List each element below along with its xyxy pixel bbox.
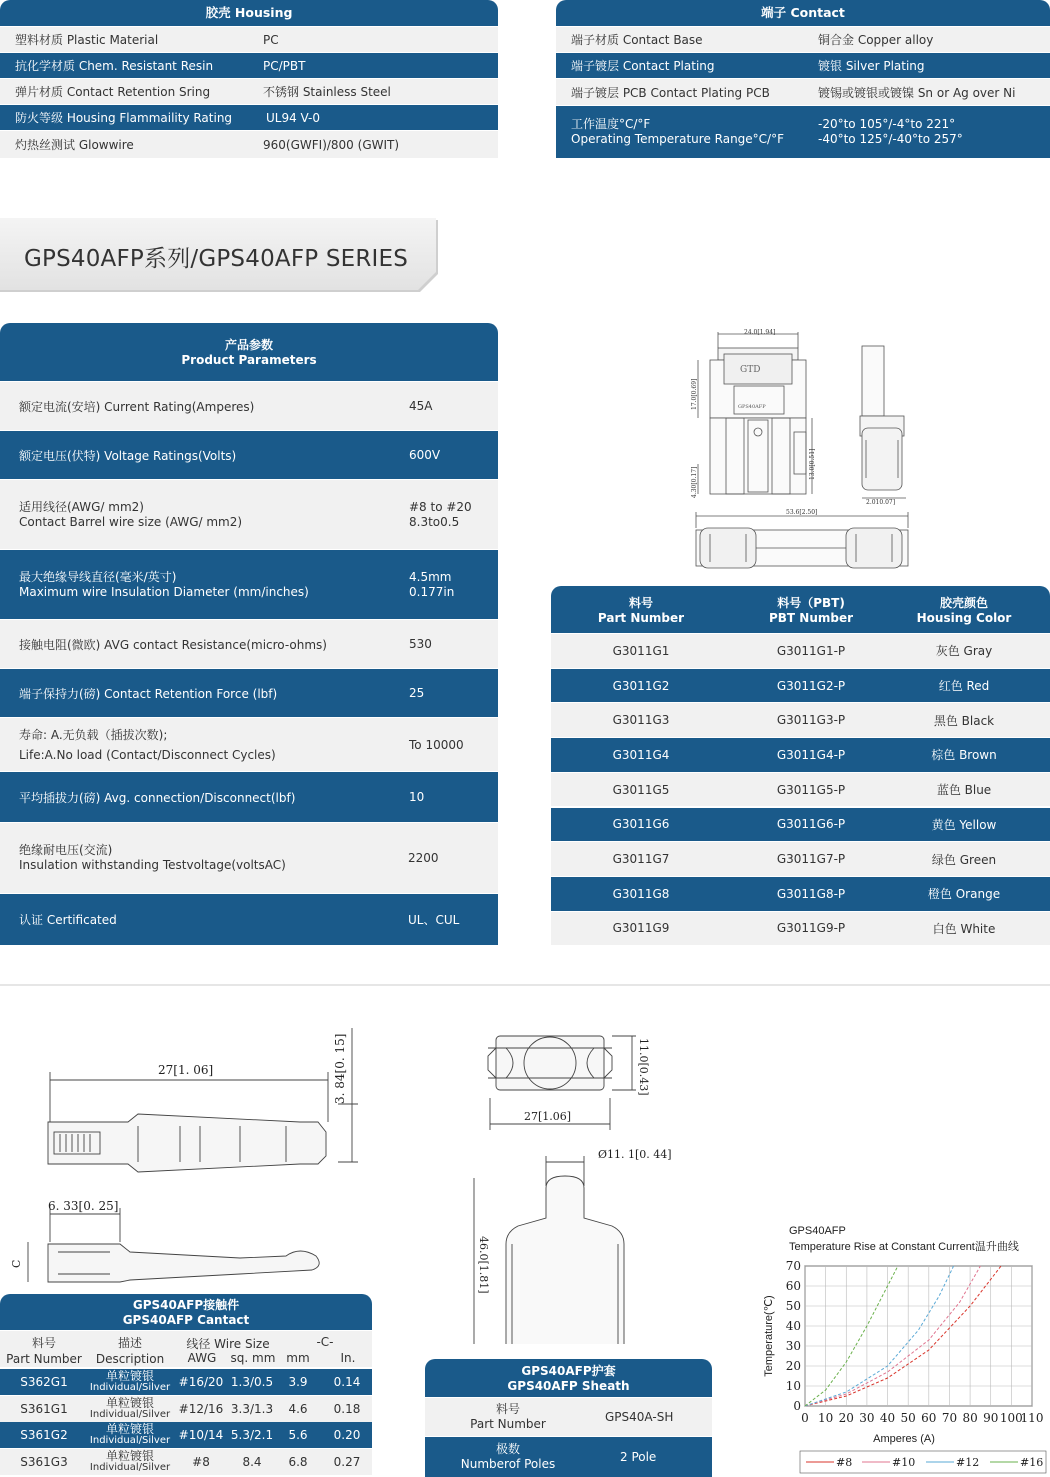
parts-housing-color: 绿色 Green: [931, 852, 997, 867]
chart-xtick-label: 60: [921, 1411, 937, 1425]
drawing-label: GPS40AFP: [738, 404, 766, 410]
dim-mid: 13.0[0.51]: [809, 448, 816, 480]
gcontact-part: S362G1: [20, 1375, 68, 1389]
temp-value-f: -40°to 125°/-40°to 257°: [818, 132, 963, 146]
table-row: [556, 53, 1050, 78]
parts-col-pbt: [756, 596, 866, 626]
gcontact-col-desc-cn: 描述: [117, 1336, 142, 1350]
gcontact-col-awg: AWG: [187, 1351, 217, 1365]
param-row: [0, 894, 498, 945]
gcontact-awg: #8: [192, 1454, 210, 1469]
param-label: 额定电压(伏特) Voltage Ratings(Volts): [19, 448, 237, 463]
parts-col-color-en: Housing Color: [916, 611, 1012, 625]
gcontact-desc-en: Individual/Silver: [89, 1382, 171, 1393]
dim-left2: 4.30[0.17]: [691, 466, 698, 498]
gcontact-desc-en: Individual/Silver: [89, 1461, 171, 1473]
chart-xtick-label: 20: [838, 1411, 854, 1425]
gcontact-awg: #10/14: [178, 1428, 224, 1442]
gcontact-sqmm: 8.4: [242, 1454, 262, 1469]
gcontact-sqmm: 1.3/0.5: [230, 1375, 274, 1389]
gsheath-row: [425, 1437, 712, 1477]
param-value-2: 8.3to0.5: [409, 514, 460, 529]
gcontact-desc: [84, 1370, 176, 1394]
chart-xlabel: Amperes (A): [873, 1433, 935, 1445]
table-row: [0, 131, 498, 158]
connector-drawing: [690, 328, 920, 574]
gcontact-mm: 4.6: [288, 1401, 308, 1416]
param-row: [0, 480, 498, 549]
parts-col-color: [909, 596, 1019, 626]
gcontact-col-in: In.: [340, 1351, 356, 1365]
gcontact-mm: 6.8: [288, 1454, 308, 1469]
param-value: To 10000: [409, 737, 464, 752]
series-banner: [0, 218, 442, 294]
chart-ytick-label: 20: [785, 1359, 801, 1373]
table-row: [0, 105, 498, 130]
params-table: [0, 323, 498, 945]
chart-ytick-label: 70: [785, 1259, 801, 1273]
gsheath-title-cn: GPS40AFP护套: [521, 1364, 616, 1378]
param-value: 10: [409, 790, 425, 804]
parts-pbt-number: G3011G6-P: [776, 817, 846, 832]
param-label-cn: 寿命: A.无负载（插拔次数);: [19, 727, 168, 742]
drawing-logo: GTD: [740, 365, 761, 375]
housing-label: 灼热丝测试 Glowwire: [15, 138, 134, 152]
gsheath-row: [425, 1398, 712, 1436]
gcontact-awg: #12/16: [178, 1401, 224, 1416]
gsheath-label-en: Numberof Poles: [460, 1457, 556, 1471]
gsheath-value: GPS40A-SH: [605, 1410, 674, 1424]
parts-table: [551, 586, 1050, 946]
chart-legend-label: #8: [836, 1456, 853, 1469]
housing-title: 胶壳 Housing: [0, 0, 498, 26]
chart-xtick-label: 50: [900, 1411, 916, 1425]
chart-ytick-label: 0: [793, 1399, 801, 1413]
parts-housing-color: 黑色 Black: [933, 713, 995, 728]
gcontact-awg: #16/20: [178, 1375, 224, 1389]
parts-housing-color: 橙色 Orange: [927, 887, 1001, 902]
gcontact-desc-en: Individual/Silver: [89, 1408, 171, 1420]
housing-label: 抗化学材质 Chem. Resistant Resin: [15, 59, 214, 73]
contact-drawing: [0, 1022, 372, 1290]
contact-title: 端子 Contact: [556, 0, 1050, 26]
param-row: [0, 431, 498, 479]
chart-xtick-label: 80: [962, 1411, 978, 1425]
parts-part-number: G3011G2: [612, 678, 670, 693]
parts-row: [551, 808, 1050, 842]
gcontact-header: [0, 1294, 372, 1330]
dim-total: 53.6[2.50]: [786, 509, 818, 516]
chart-ytick-label: 10: [785, 1379, 801, 1393]
gsheath-title-en: GPS40AFP Sheath: [507, 1379, 630, 1393]
param-label: 额定电流(安培) Current Rating(Amperes): [19, 399, 255, 414]
chart-ytick-label: 40: [785, 1319, 801, 1333]
gcontact-col-desc: [92, 1335, 168, 1367]
parts-housing-color: 棕色 Brown: [931, 748, 997, 763]
chart-xtick-label: 0: [801, 1411, 809, 1425]
param-label-cn: 绝缘耐电压(交流): [19, 843, 113, 857]
parts-part-number: G3011G3: [612, 713, 670, 728]
parts-col-color-cn: 胶壳颜色: [939, 596, 988, 610]
chart-legend-label: #16: [1020, 1456, 1044, 1469]
chart-ytick-label: 30: [785, 1339, 801, 1353]
temp-label: [571, 117, 784, 147]
table-row: [556, 106, 1050, 158]
dim-contact-tip: 6. 33[0. 25]: [48, 1199, 119, 1213]
parts-pbt-number: G3011G7-P: [776, 852, 846, 867]
param-label-en: Maximum wire Insulation Diameter (mm/inches): [19, 584, 309, 599]
params-title-cn: 产品参数: [224, 338, 273, 352]
parts-housing-color: 灰色 Gray: [935, 644, 993, 659]
housing-value: UL94 V-0: [266, 110, 321, 125]
gsheath-label-en: Part Number: [470, 1417, 546, 1431]
param-value-1: 4.5mm: [409, 569, 452, 584]
temp-label-en: Operating Temperature Range°C/°F: [571, 132, 784, 146]
param-value-1: #8 to #20: [409, 499, 472, 514]
parts-part-number: G3011G8: [612, 886, 670, 901]
dim-contact-c: C: [10, 1259, 23, 1268]
parts-col-part-cn: 料号: [628, 596, 653, 610]
gcontact-col-wire: 线径 Wire Size: [186, 1337, 270, 1351]
gcontact-col-part-cn: 料号: [31, 1336, 56, 1350]
gcontact-in: 0.18: [333, 1401, 361, 1416]
chart-plot-area: [805, 1266, 1032, 1406]
param-label: 接触电阻(微欧) AVG contact Resistance(micro-ohms): [19, 637, 327, 652]
parts-pbt-number: G3011G1-P: [776, 643, 846, 658]
parts-part-number: G3011G1: [612, 643, 670, 658]
contact-value: 镀锡或镀银或镀镍 Sn or Ag over Ni: [818, 85, 1016, 100]
parts-housing-color: 白色 White: [932, 921, 996, 936]
parts-part-number: G3011G6: [612, 817, 670, 832]
param-value: 600V: [409, 448, 441, 462]
table-row: [556, 27, 1050, 52]
parts-part-number: G3011G5: [612, 782, 670, 797]
gcontact-desc-cn: 单粒镀银: [105, 1395, 154, 1410]
dim-sheath-h: 11.0[0.43]: [637, 1038, 650, 1096]
gcontact-col-part-en: Part Number: [6, 1352, 82, 1366]
param-value: 25: [409, 686, 425, 700]
param-value: UL、CUL: [408, 913, 460, 927]
parts-col-part: [591, 596, 691, 626]
param-label-en: Life:A.No load (Contact/Disconnect Cycles): [19, 747, 276, 762]
gcontact-sqmm: 5.3/2.1: [230, 1428, 274, 1442]
contact-label: 端子镀层 Contact Plating: [571, 59, 715, 73]
parts-part-number: G3011G9: [612, 921, 670, 936]
parts-row: [551, 912, 1050, 946]
parts-col-part-en: Part Number: [597, 611, 685, 625]
parts-row: [551, 634, 1050, 668]
gcontact-desc: [84, 1450, 176, 1474]
dim-left1: 17.0[0.69]: [691, 378, 698, 410]
gcontact-table: [0, 1294, 372, 1477]
gcontact-desc-cn: 单粒镀银: [105, 1422, 154, 1436]
chart-xtick-label: 40: [879, 1411, 896, 1425]
param-label: 端子保持力(磅) Contact Retention Force (lbf): [19, 686, 278, 701]
param-value: [409, 500, 472, 530]
param-value: 45A: [409, 399, 433, 413]
parts-row: [551, 703, 1050, 737]
gcontact-title-cn: GPS40AFP接触件: [132, 1298, 240, 1312]
gcontact-desc-cn: 单粒镀银: [105, 1448, 154, 1463]
gcontact-mm: 3.9: [288, 1375, 308, 1389]
gcontact-row: [0, 1369, 372, 1395]
housing-label: 弹片材质 Contact Retention Sring: [15, 85, 211, 99]
gcontact-in: 0.20: [333, 1428, 361, 1442]
param-label-cn: 最大绝缘导线直径(毫米/英寸): [19, 569, 177, 584]
gcontact-desc: [84, 1397, 176, 1421]
chart-xtick-label: 90: [983, 1411, 999, 1425]
sheath-drawing: [466, 1026, 676, 1350]
param-row: [0, 382, 498, 430]
parts-row: [551, 773, 1050, 807]
parts-part-number: G3011G4: [612, 747, 670, 762]
param-row: [0, 823, 498, 893]
housing-value: 960(GWFI)/800 (GWIT): [263, 137, 400, 152]
param-label: [19, 725, 276, 765]
gsheath-label-cn: 料号: [495, 1402, 520, 1416]
dim-side: 2.010.07]: [866, 499, 896, 506]
param-label: 认证 Certificated: [19, 913, 117, 927]
gsheath-label-cn: 极数: [495, 1442, 520, 1456]
gsheath-label: [453, 1442, 563, 1472]
parts-pbt-number: G3011G3-P: [776, 713, 846, 728]
param-row: [0, 550, 498, 619]
contact-value: 镀银 Silver Plating: [818, 59, 925, 73]
chart-legend-label: #12: [956, 1456, 980, 1469]
chart-legend: [800, 1451, 1046, 1473]
housing-value: PC: [263, 32, 279, 47]
param-row: [0, 620, 498, 668]
housing-label: 塑料材质 Plastic Material: [15, 33, 159, 47]
gcontact-colheads: [0, 1331, 372, 1367]
param-row: [0, 718, 498, 771]
gcontact-title-en: GPS40AFP Cantact: [122, 1313, 250, 1327]
param-value: 2200: [408, 851, 439, 865]
housing-value: PC/PBT: [263, 58, 306, 73]
temp-value: [818, 117, 963, 147]
param-label-cn: 适用线径(AWG/ mm2): [19, 499, 144, 514]
temp-value-c: -20°to 105°/-4°to 221°: [818, 117, 956, 131]
gcontact-col-desc-en: Description: [95, 1352, 165, 1366]
parts-col-pbt-cn: 料号（PBT): [777, 596, 845, 610]
dim-sheath-w: 27[1.06]: [524, 1110, 572, 1123]
series-title: GPS40AFP系列/GPS40AFP SERIES: [24, 246, 409, 272]
gcontact-sqmm: 3.3/1.3: [230, 1401, 274, 1416]
param-label: 平均插拔力(磅) Avg. connection/Disconnect(lbf): [19, 790, 296, 805]
chart-xtick-label: 10: [817, 1411, 834, 1425]
param-label: [19, 843, 286, 873]
temperature-chart: [758, 1218, 1050, 1477]
temp-label-cn: 工作温度°C/°F: [571, 117, 651, 131]
params-header: [0, 323, 498, 381]
param-value: [409, 570, 454, 600]
parts-pbt-number: G3011G4-P: [776, 747, 846, 762]
parts-housing-color: 黄色 Yellow: [931, 817, 997, 832]
dim-sheath-len: 46.0[1.81]: [477, 1236, 490, 1294]
param-value-2: 0.177in: [409, 584, 455, 599]
gsheath-label: [453, 1402, 563, 1432]
param-row: [0, 669, 498, 717]
gcontact-in: 0.14: [333, 1375, 361, 1389]
gcontact-desc-en: Individual/Silver: [89, 1435, 171, 1446]
chart-legend-label: #10: [892, 1456, 916, 1469]
gcontact-row: [0, 1422, 372, 1448]
parts-part-number: G3011G7: [612, 852, 670, 867]
gcontact-col-part: [6, 1335, 82, 1367]
chart-ylabel: Temperature(℃): [763, 1295, 775, 1377]
chart-title: GPS40AFP: [789, 1225, 846, 1237]
dim-contact-h: 3. 84[0. 15]: [333, 1033, 347, 1104]
section-divider: [0, 984, 1050, 986]
param-value: 530: [409, 637, 432, 651]
dim-sheath-dia: Ø11. 1[0. 44]: [598, 1148, 672, 1161]
dim-width: 24.0[1.94]: [744, 329, 776, 336]
gcontact-desc: [84, 1423, 176, 1447]
contact-label: 端子材质 Contact Base: [571, 33, 703, 47]
params-title-en: Product Parameters: [181, 353, 317, 367]
parts-pbt-number: G3011G5-P: [776, 782, 846, 797]
parts-pbt-number: G3011G2-P: [776, 678, 846, 693]
chart-ytick-label: 50: [785, 1299, 801, 1313]
gcontact-row: [0, 1396, 372, 1422]
gsheath-header: [425, 1359, 712, 1397]
gcontact-part: S361G1: [20, 1401, 68, 1416]
chart-ytick-label: 60: [785, 1279, 801, 1293]
table-row: [0, 79, 498, 104]
parts-row: [551, 877, 1050, 911]
housing-label: 防火等级 Housing Flammaility Rating: [15, 111, 233, 125]
parts-pbt-number: G3011G8-P: [776, 886, 846, 901]
param-label: [19, 570, 309, 600]
housing-value: 不锈钢 Stainless Steel: [263, 85, 391, 99]
gcontact-part: S361G2: [20, 1428, 68, 1442]
parts-rows: [551, 634, 1050, 946]
contact-label: 端子镀层 PCB Contact Plating PCB: [571, 85, 770, 100]
parts-col-pbt-en: PBT Number: [768, 611, 854, 625]
contact-table: [556, 0, 1050, 158]
parts-row: [551, 842, 1050, 876]
gcontact-desc-cn: 单粒镀银: [105, 1369, 154, 1383]
param-row: [0, 772, 498, 822]
gcontact-col-c: -C-: [316, 1335, 334, 1349]
chart-xtick-label: 110: [1020, 1411, 1044, 1425]
gcontact-part: S361G3: [20, 1454, 68, 1469]
gcontact-rows: [0, 1369, 372, 1477]
parts-housing-color: 蓝色 Blue: [936, 783, 992, 798]
parts-housing-color: 红色 Red: [938, 679, 990, 694]
chart-xtick-label: 30: [859, 1411, 875, 1425]
parts-row: [551, 738, 1050, 772]
chart-grid: [805, 1266, 1032, 1406]
param-label: [19, 500, 242, 530]
chart-subtitle: Temperature Rise at Constant Current温升曲线: [789, 1241, 1019, 1253]
contact-value: 铜合金 Copper alloy: [818, 33, 934, 47]
chart-xtick-label: 70: [941, 1411, 958, 1425]
gcontact-col-mm: mm: [286, 1351, 310, 1365]
parts-header: [551, 586, 1050, 633]
parts-row: [551, 669, 1050, 703]
parts-pbt-number: G3011G9-P: [776, 921, 846, 936]
gcontact-in: 0.27: [333, 1454, 361, 1469]
param-label-en: Contact Barrel wire size (AWG/ mm2): [19, 514, 243, 529]
housing-table: [0, 0, 498, 158]
table-row: [556, 79, 1050, 105]
table-row: [0, 53, 498, 78]
gcontact-col-sqmm: sq. mm: [230, 1351, 276, 1365]
chart-xtick-label: 100: [999, 1411, 1023, 1425]
param-label-en: Insulation withstanding Testvoltage(voltsAC): [19, 858, 286, 872]
table-row: [0, 27, 498, 52]
gsheath-table: [425, 1359, 712, 1477]
gcontact-row: [0, 1449, 372, 1475]
gsheath-value: 2 Pole: [620, 1450, 657, 1464]
gcontact-mm: 5.6: [288, 1428, 308, 1442]
dim-contact-len: 27[1. 06]: [158, 1063, 214, 1077]
